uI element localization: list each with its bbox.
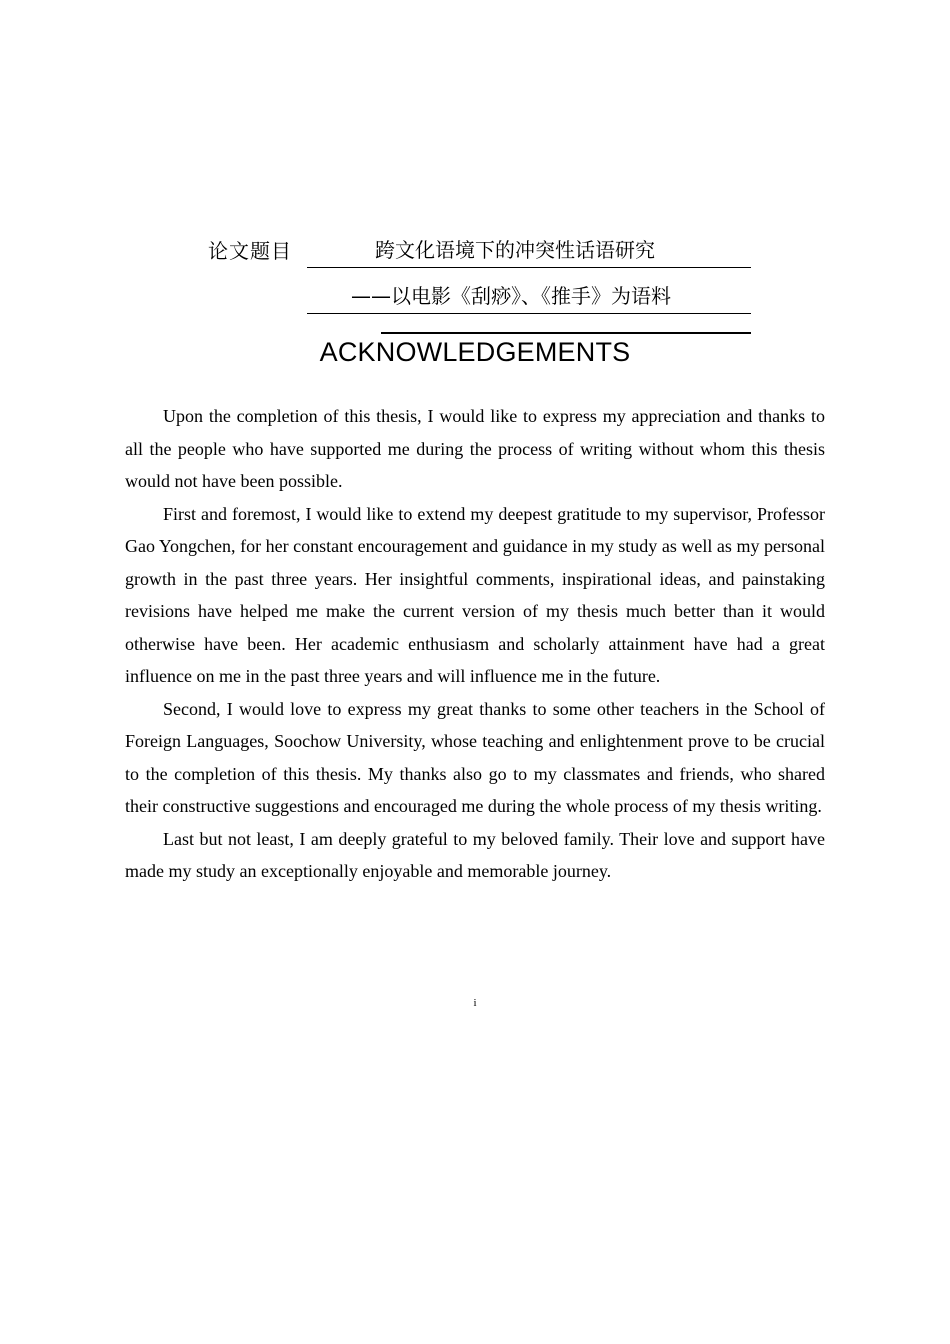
paragraph-4: Last but not least, I am deeply grateful to my beloved family. Their love and support have made my study an exceptionally enjoyable and memorable journey. [125,828,825,881]
thesis-title-line-1: 跨文化语境下的冲突性话语研究 [307,236,751,268]
thesis-title-line-2: ——以电影《刮痧》、《推手》为语料 [307,282,751,314]
acknowledgements-heading: ACKNOWLEDGEMENTS [319,337,631,367]
paragraph-3: Second, I would love to express my great thanks to some other teachers in the School of Foreign Languages, Soochow University, whose teaching and enlightenment prove to be crucial to the completion of this thesis. My thanks also go to my classmates and friends, who shared their constructive suggestions and encouraged me during the whole process of my thesis writing. [125,698,825,816]
thesis-title-label: 论文题目 [208,239,292,263]
paragraph-2: First and foremost, I would like to extend my deepest gratitude to my supervisor, Professor Gao Yongchen, for her constant encouragement and guidance in my study as well as my personal growth in the past three years. Her insightful comments, inspirational ideas, and painstaking revisions have helped me make the current version of my thesis much better than it would otherwise have been. Her academic enthusiasm and scholarly attainment have had a great influence on me in the past three years and will influence me in the future. [125,503,825,686]
title-divider-rule [381,332,751,334]
page-number: i [473,997,477,1009]
paragraph-1: Upon the completion of this thesis, I would like to express my appreciation and thanks to all the people who have supported me during the process of writing without whom this thesis would not have been possible. [125,406,825,491]
acknowledgements-body [125,400,825,888]
